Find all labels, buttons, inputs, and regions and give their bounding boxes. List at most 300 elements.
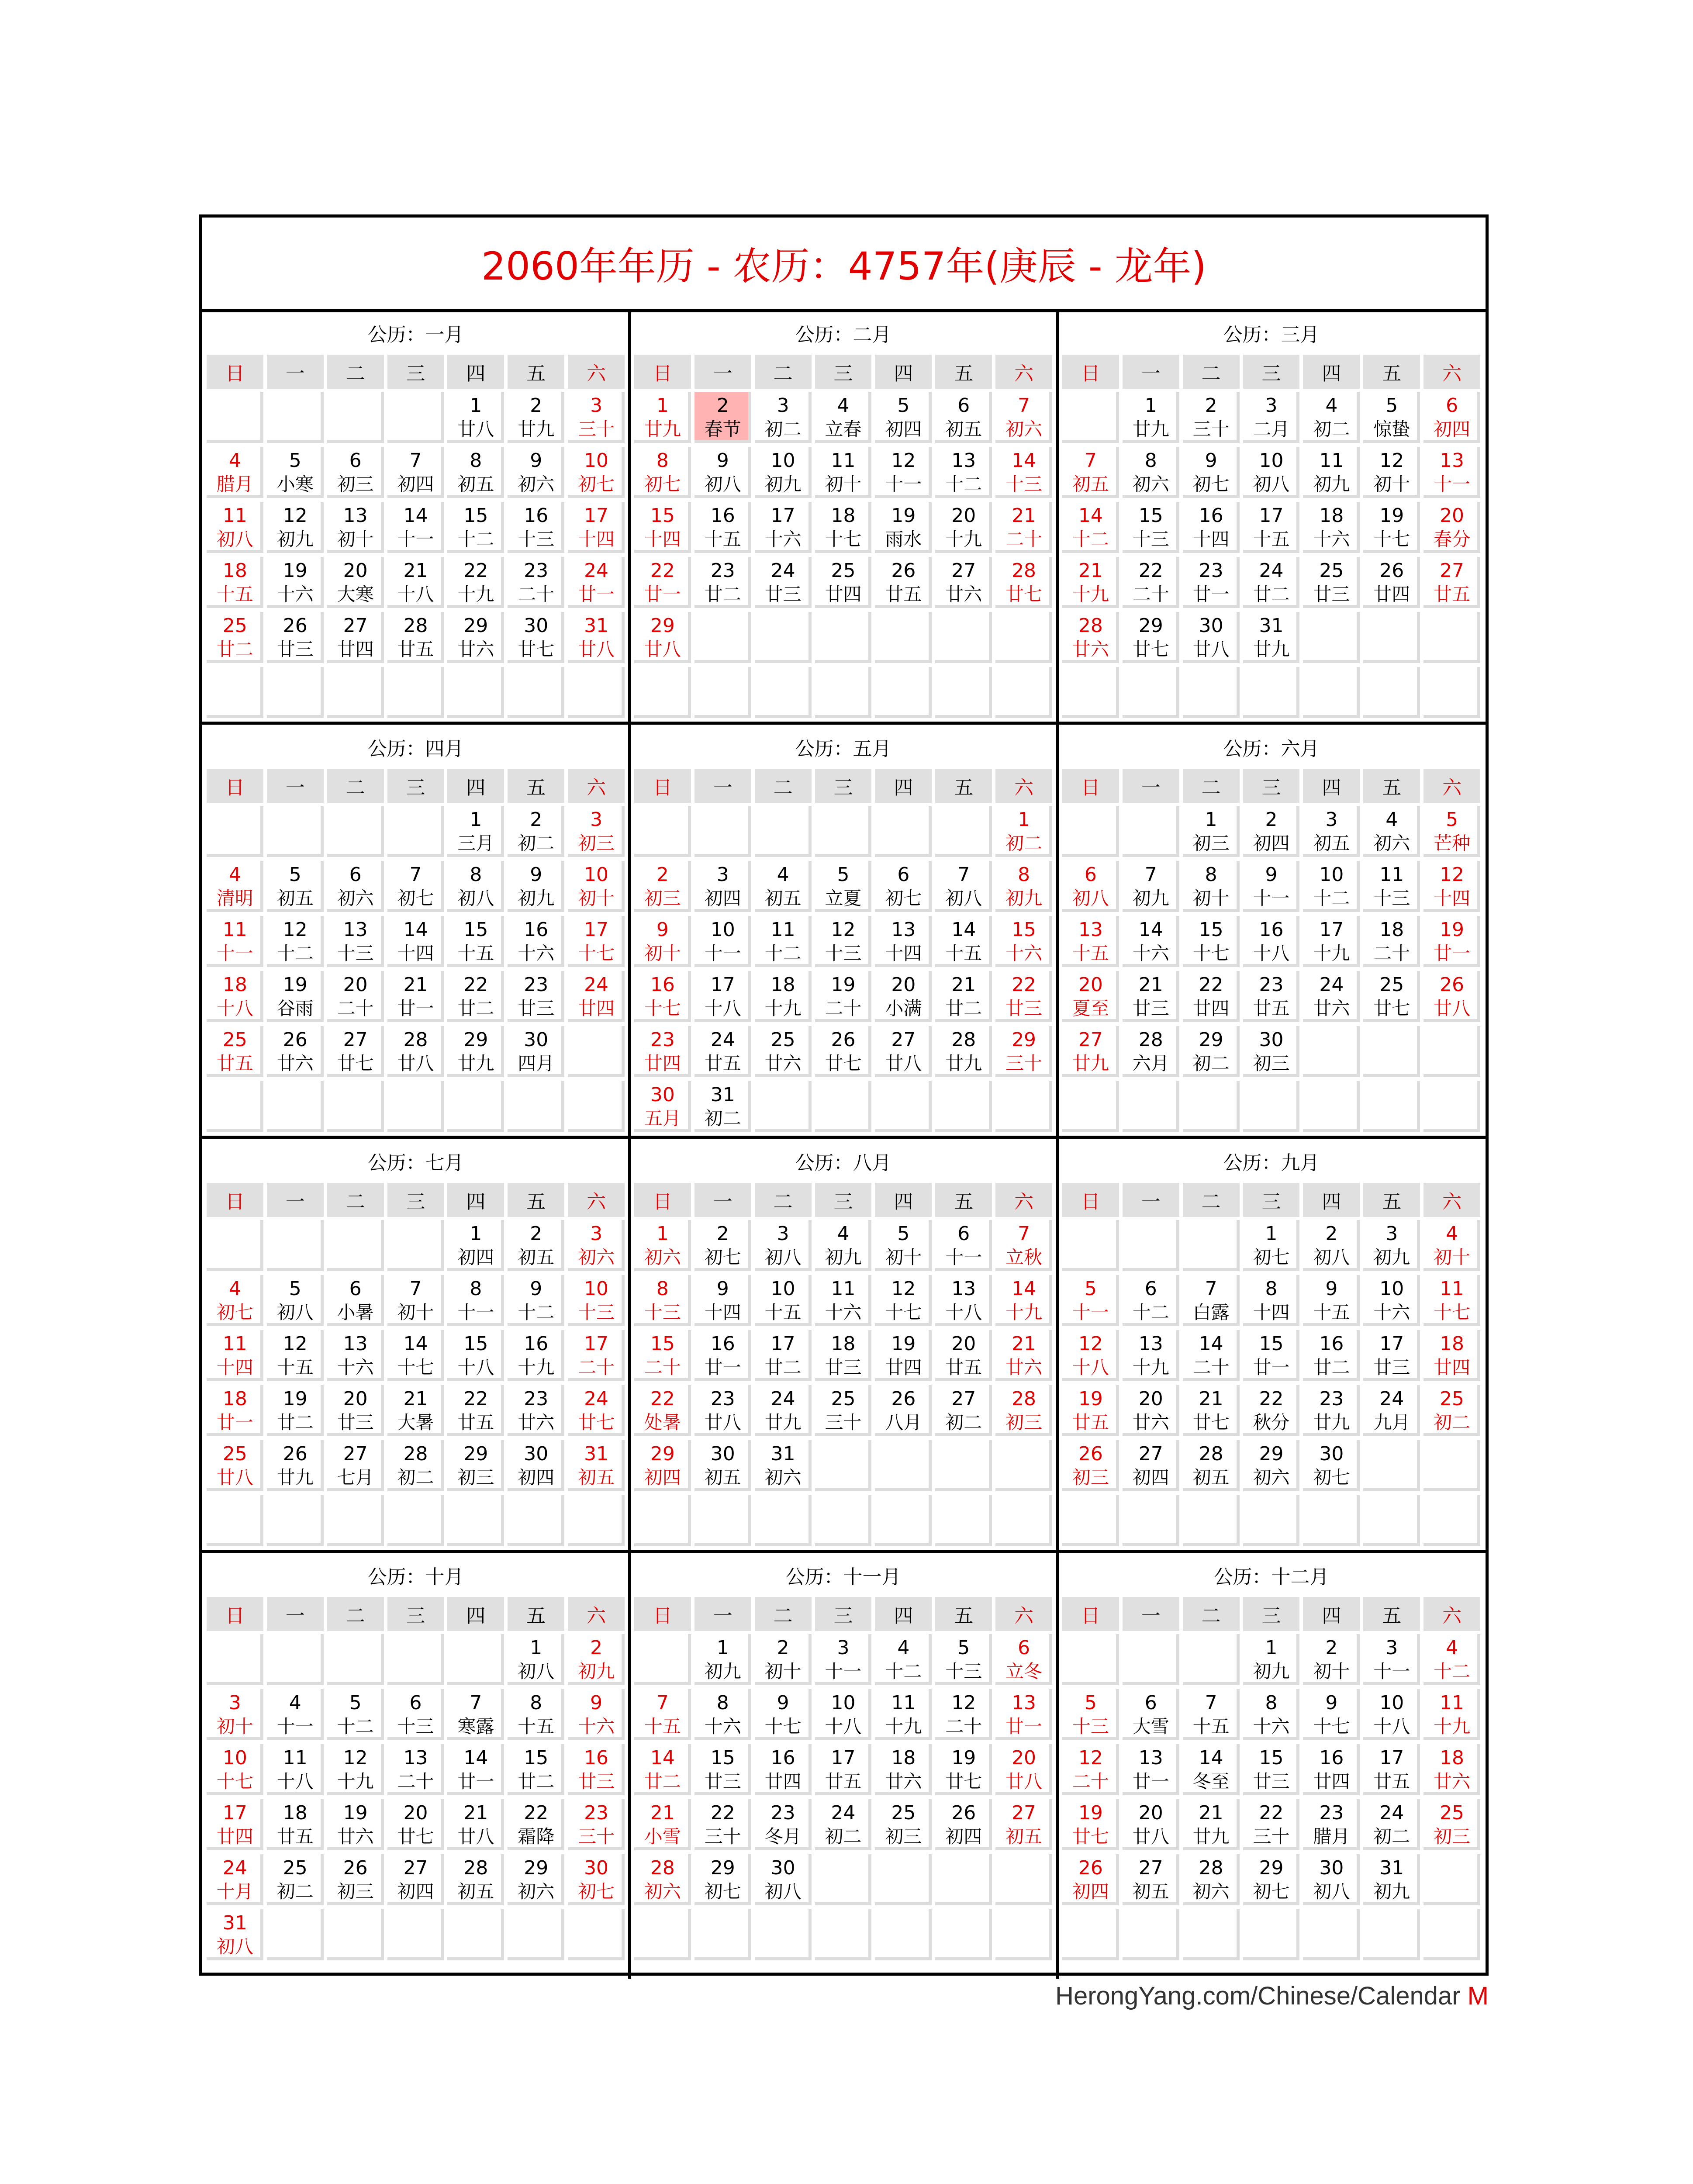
lunar-date: 五月 xyxy=(644,1107,681,1129)
day-number: 20 xyxy=(403,1801,428,1824)
lunar-date: 十三 xyxy=(945,1660,982,1682)
day-cell xyxy=(1424,1330,1480,1381)
lunar-date: 初三 xyxy=(1072,1466,1109,1488)
lunar-date: 十四 xyxy=(644,528,681,550)
day-number: 15 xyxy=(463,504,488,527)
day-number: 22 xyxy=(710,1801,735,1824)
day-cell xyxy=(1303,1799,1360,1850)
lunar-date: 十八 xyxy=(216,997,253,1019)
day-number: 14 xyxy=(1078,504,1103,527)
lunar-date: 腊月 xyxy=(216,473,253,495)
empty-cell xyxy=(1363,1440,1420,1491)
day-number: 16 xyxy=(584,1746,609,1769)
row-separator xyxy=(202,1136,1486,1139)
day-number: 13 xyxy=(1440,449,1465,472)
weekday-label: 二 xyxy=(327,769,384,803)
weekday-label: 三 xyxy=(815,1183,872,1217)
day-number: 14 xyxy=(403,504,428,527)
lunar-date: 十三 xyxy=(1132,528,1169,550)
lunar-date: 廿九 xyxy=(1253,638,1290,660)
day-number: 6 xyxy=(1446,394,1458,417)
day-cell xyxy=(995,1330,1052,1381)
day-number: 25 xyxy=(1319,559,1344,582)
day-cell xyxy=(935,502,992,553)
day-cell xyxy=(267,861,324,912)
day-number: 28 xyxy=(1199,1442,1223,1465)
day-cell xyxy=(1424,1275,1480,1326)
empty-cell xyxy=(207,667,263,718)
lunar-date: 三十 xyxy=(578,418,615,440)
day-number: 15 xyxy=(524,1746,549,1769)
empty-cell xyxy=(875,806,932,857)
weekday-header xyxy=(632,1183,1054,1217)
day-number: 11 xyxy=(891,1691,916,1714)
day-number: 26 xyxy=(283,614,308,637)
day-cell xyxy=(1303,447,1360,498)
day-number: 2 xyxy=(716,1222,729,1245)
day-number: 29 xyxy=(1138,614,1163,637)
lunar-date: 二十 xyxy=(1072,1770,1109,1792)
lunar-date: 初七 xyxy=(1192,473,1230,495)
lunar-date: 廿二 xyxy=(644,1770,681,1792)
lunar-date: 廿九 xyxy=(1072,1052,1109,1074)
day-number: 5 xyxy=(289,1277,301,1300)
day-cell xyxy=(1243,971,1300,1022)
day-number: 4 xyxy=(228,449,241,472)
lunar-date: 十一 xyxy=(945,1246,982,1268)
day-cell xyxy=(755,1744,812,1795)
lunar-date: 二十 xyxy=(945,1715,982,1737)
weekday-label: 三 xyxy=(815,1597,872,1631)
day-cell xyxy=(755,1689,812,1740)
day-number: 4 xyxy=(1385,808,1398,831)
day-number: 28 xyxy=(1078,614,1103,637)
day-cell xyxy=(447,1385,504,1436)
day-number: 10 xyxy=(222,1746,247,1769)
empty-cell xyxy=(1123,806,1179,857)
day-cell xyxy=(1243,392,1300,443)
lunar-date: 初八 xyxy=(704,473,741,495)
lunar-date: 十五 xyxy=(704,528,741,550)
empty-cell xyxy=(1243,1495,1300,1546)
lunar-date: 初三 xyxy=(885,1825,922,1847)
lunar-date: 初二 xyxy=(276,1880,314,1902)
lunar-date: 廿五 xyxy=(1434,583,1471,605)
day-cell xyxy=(875,1634,932,1685)
lunar-date: 十四 xyxy=(1253,1301,1290,1323)
day-number: 7 xyxy=(1018,1222,1030,1245)
day-number: 16 xyxy=(1319,1746,1344,1769)
day-cell xyxy=(694,1744,751,1795)
day-number: 4 xyxy=(1446,1636,1458,1659)
lunar-date: 廿三 xyxy=(1313,583,1350,605)
lunar-date: 立冬 xyxy=(1005,1660,1043,1682)
day-number: 15 xyxy=(710,1746,735,1769)
day-cell xyxy=(634,557,691,608)
lunar-date: 初五 xyxy=(945,418,982,440)
day-cell xyxy=(1243,1026,1300,1077)
weekday-label: 二 xyxy=(1183,355,1240,389)
empty-cell xyxy=(1062,806,1119,857)
weekday-label: 五 xyxy=(935,355,992,389)
day-cell xyxy=(1123,557,1179,608)
day-number: 7 xyxy=(1205,1691,1217,1714)
day-cell xyxy=(755,971,812,1022)
day-cell xyxy=(267,916,324,967)
day-number: 5 xyxy=(1385,394,1398,417)
lunar-date: 廿九 xyxy=(1192,1825,1230,1847)
day-number: 22 xyxy=(463,559,488,582)
weekday-header xyxy=(632,769,1054,803)
day-number: 2 xyxy=(590,1636,603,1659)
day-cell xyxy=(1062,557,1119,608)
lunar-date: 冬至 xyxy=(1192,1770,1230,1792)
day-cell xyxy=(267,1854,324,1905)
lunar-date: 廿七 xyxy=(945,1770,982,1792)
weekday-label: 四 xyxy=(1303,769,1360,803)
day-cell xyxy=(1363,1330,1420,1381)
day-cell xyxy=(815,1634,872,1685)
lunar-date: 霜降 xyxy=(518,1825,555,1847)
day-number: 12 xyxy=(1078,1746,1103,1769)
empty-cell xyxy=(875,667,932,718)
lunar-date: 廿四 xyxy=(885,1356,922,1378)
weekday-label: 日 xyxy=(1062,355,1119,389)
lunar-date: 廿七 xyxy=(1072,1825,1109,1847)
month-block xyxy=(632,1553,1054,1964)
lunar-date: 初五 xyxy=(518,1246,555,1268)
lunar-date: 十八 xyxy=(276,1770,314,1792)
day-number: 7 xyxy=(409,449,422,472)
empty-cell xyxy=(1183,1634,1240,1685)
day-number: 24 xyxy=(1379,1387,1404,1410)
empty-cell xyxy=(387,1909,444,1960)
day-number: 1 xyxy=(470,394,482,417)
day-cell xyxy=(634,1275,691,1326)
day-number: 29 xyxy=(650,614,675,637)
empty-cell xyxy=(327,667,384,718)
lunar-date: 三十 xyxy=(1192,418,1230,440)
day-cell xyxy=(207,971,263,1022)
lunar-date: 初三 xyxy=(578,832,615,854)
day-cell xyxy=(447,806,504,857)
day-number: 21 xyxy=(1012,504,1037,527)
day-number: 17 xyxy=(222,1801,247,1824)
day-number: 10 xyxy=(770,449,795,472)
day-cell xyxy=(207,1689,263,1740)
day-number: 21 xyxy=(403,559,428,582)
lunar-date: 十九 xyxy=(945,528,982,550)
lunar-date: 春节 xyxy=(704,418,741,440)
lunar-date: 廿六 xyxy=(457,638,494,660)
lunar-date: 初八 xyxy=(216,1935,253,1957)
lunar-date: 十六 xyxy=(1253,1715,1290,1737)
day-cell xyxy=(1243,447,1300,498)
day-cell xyxy=(1123,1689,1179,1740)
day-number: 12 xyxy=(951,1691,976,1714)
day-cell xyxy=(755,1634,812,1685)
lunar-date: 九月 xyxy=(1373,1411,1410,1433)
lunar-date: 小寒 xyxy=(276,473,314,495)
empty-cell xyxy=(935,1495,992,1546)
lunar-date: 初六 xyxy=(1253,1466,1290,1488)
weekday-label: 一 xyxy=(267,355,324,389)
lunar-date: 十七 xyxy=(216,1770,253,1792)
day-cell xyxy=(568,557,625,608)
day-cell xyxy=(447,502,504,553)
lunar-date: 廿七 xyxy=(397,1825,434,1847)
lunar-date: 三十 xyxy=(1005,1052,1043,1074)
weekday-label: 日 xyxy=(207,1183,263,1217)
day-number: 22 xyxy=(1138,559,1163,582)
lunar-date: 三十 xyxy=(704,1825,741,1847)
day-number: 12 xyxy=(891,1277,916,1300)
day-number: 23 xyxy=(1259,973,1284,996)
lunar-date: 三十 xyxy=(1253,1825,1290,1847)
day-cell xyxy=(995,1744,1052,1795)
empty-cell xyxy=(508,1081,564,1132)
day-cell xyxy=(1303,502,1360,553)
empty-cell xyxy=(935,1854,992,1905)
day-cell xyxy=(1123,392,1179,443)
lunar-date: 二十 xyxy=(1373,942,1410,964)
day-number: 10 xyxy=(831,1691,856,1714)
day-cell xyxy=(694,916,751,967)
day-cell xyxy=(995,1799,1052,1850)
empty-cell xyxy=(1363,1909,1420,1960)
day-cell xyxy=(568,447,625,498)
lunar-date: 十三 xyxy=(397,1715,434,1737)
day-number: 28 xyxy=(403,1028,428,1051)
day-cell xyxy=(755,392,812,443)
day-number: 2 xyxy=(1325,1636,1338,1659)
day-number: 31 xyxy=(584,1442,609,1465)
lunar-date: 十六 xyxy=(764,528,802,550)
day-number: 29 xyxy=(524,1856,549,1879)
lunar-date: 十九 xyxy=(457,583,494,605)
weekday-header xyxy=(1061,1597,1482,1631)
day-number: 16 xyxy=(524,1332,549,1355)
day-number: 26 xyxy=(283,1442,308,1465)
lunar-date: 十二 xyxy=(457,528,494,550)
lunar-date: 廿九 xyxy=(945,1052,982,1074)
day-number: 19 xyxy=(1379,504,1404,527)
day-cell xyxy=(1303,1385,1360,1436)
day-cell xyxy=(1183,1689,1240,1740)
lunar-date: 廿五 xyxy=(1253,997,1290,1019)
day-number: 5 xyxy=(289,863,301,886)
day-number: 21 xyxy=(403,973,428,996)
lunar-date: 十二 xyxy=(1434,1660,1471,1682)
day-number: 3 xyxy=(716,863,729,886)
weekday-label: 日 xyxy=(634,355,691,389)
lunar-date: 二月 xyxy=(1253,418,1290,440)
day-cell xyxy=(755,1220,812,1271)
day-cell xyxy=(1243,1440,1300,1491)
lunar-date: 十一 xyxy=(397,528,434,550)
day-number: 1 xyxy=(656,394,669,417)
day-number: 16 xyxy=(710,504,735,527)
day-cell xyxy=(508,392,564,443)
day-cell xyxy=(815,1026,872,1077)
lunar-date: 廿六 xyxy=(1072,638,1109,660)
day-cell xyxy=(447,1220,504,1271)
day-number: 21 xyxy=(1012,1332,1037,1355)
day-number: 9 xyxy=(1205,449,1217,472)
empty-cell xyxy=(267,1634,324,1685)
lunar-date: 廿七 xyxy=(518,638,555,660)
empty-cell xyxy=(1363,1026,1420,1077)
lunar-date: 十五 xyxy=(1072,942,1109,964)
lunar-date: 十九 xyxy=(1313,942,1350,964)
weekday-label: 四 xyxy=(1303,1183,1360,1217)
lunar-date: 初八 xyxy=(518,1660,555,1682)
day-cell xyxy=(327,1689,384,1740)
day-number: 18 xyxy=(222,559,247,582)
day-number: 13 xyxy=(951,1277,976,1300)
lunar-date: 初十 xyxy=(644,942,681,964)
day-number: 6 xyxy=(1144,1277,1157,1300)
day-number: 2 xyxy=(1205,394,1217,417)
empty-cell xyxy=(1303,667,1360,718)
empty-cell xyxy=(1243,667,1300,718)
month-title: 公历：七月 xyxy=(367,1152,464,1174)
empty-cell xyxy=(1183,1081,1240,1132)
day-number: 27 xyxy=(951,559,976,582)
month-title: 公历：六月 xyxy=(1223,738,1320,760)
weekday-label: 一 xyxy=(1123,1183,1179,1217)
empty-cell xyxy=(634,1495,691,1546)
lunar-date: 十一 xyxy=(1253,887,1290,909)
lunar-date: 立秋 xyxy=(1005,1246,1043,1268)
empty-cell xyxy=(1424,1081,1480,1132)
day-cell xyxy=(875,971,932,1022)
day-cell xyxy=(634,1330,691,1381)
day-cell xyxy=(447,557,504,608)
day-cell xyxy=(447,447,504,498)
lunar-date: 初三 xyxy=(1253,1052,1290,1074)
day-cell xyxy=(1424,1744,1480,1795)
day-number: 18 xyxy=(1440,1332,1465,1355)
empty-cell xyxy=(447,1634,504,1685)
day-cell xyxy=(1123,1330,1179,1381)
day-cell xyxy=(387,916,444,967)
day-number: 12 xyxy=(283,918,308,941)
day-number: 22 xyxy=(463,1387,488,1410)
empty-cell xyxy=(267,392,324,443)
lunar-date: 初八 xyxy=(1313,1246,1350,1268)
day-number: 9 xyxy=(530,863,542,886)
day-cell xyxy=(387,502,444,553)
day-cell xyxy=(935,1026,992,1077)
day-cell xyxy=(755,1330,812,1381)
day-cell xyxy=(1303,806,1360,857)
month-block xyxy=(205,725,626,1136)
lunar-date: 芒种 xyxy=(1434,832,1471,854)
day-cell xyxy=(634,1385,691,1436)
day-grid xyxy=(205,806,626,1136)
lunar-date: 白露 xyxy=(1192,1301,1230,1323)
day-number: 8 xyxy=(470,863,482,886)
weekday-label: 五 xyxy=(1363,355,1420,389)
lunar-date: 初八 xyxy=(276,1301,314,1323)
lunar-date: 十七 xyxy=(578,942,615,964)
day-cell xyxy=(935,447,992,498)
lunar-date: 立春 xyxy=(825,418,862,440)
lunar-date: 廿一 xyxy=(644,583,681,605)
lunar-date: 初九 xyxy=(764,473,802,495)
day-number: 19 xyxy=(1078,1801,1103,1824)
day-number: 18 xyxy=(1319,504,1344,527)
day-cell xyxy=(1183,971,1240,1022)
lunar-date: 十四 xyxy=(885,942,922,964)
empty-cell xyxy=(1062,1081,1119,1132)
lunar-date: 十五 xyxy=(276,1356,314,1378)
day-number: 19 xyxy=(1078,1387,1103,1410)
lunar-date: 廿五 xyxy=(216,1052,253,1074)
day-number: 22 xyxy=(1012,973,1037,996)
lunar-date: 廿三 xyxy=(825,1356,862,1378)
empty-cell xyxy=(387,1081,444,1132)
day-cell xyxy=(1303,1689,1360,1740)
lunar-date: 廿四 xyxy=(644,1052,681,1074)
weekday-label: 三 xyxy=(387,769,444,803)
empty-cell xyxy=(1363,667,1420,718)
day-number: 11 xyxy=(222,918,247,941)
day-number: 1 xyxy=(656,1222,669,1245)
day-number: 6 xyxy=(957,394,970,417)
day-number: 16 xyxy=(710,1332,735,1355)
day-number: 25 xyxy=(1440,1801,1465,1824)
day-number: 1 xyxy=(470,808,482,831)
day-number: 26 xyxy=(951,1801,976,1824)
day-number: 12 xyxy=(1379,449,1404,472)
day-number: 21 xyxy=(650,1801,675,1824)
month-title: 公历：二月 xyxy=(795,324,891,346)
day-cell xyxy=(1062,502,1119,553)
day-cell xyxy=(815,861,872,912)
day-cell xyxy=(1424,1385,1480,1436)
lunar-date: 初八 xyxy=(764,1246,802,1268)
lunar-date: 廿二 xyxy=(518,1770,555,1792)
empty-cell xyxy=(815,1440,872,1491)
empty-cell xyxy=(1424,1495,1480,1546)
day-cell xyxy=(508,1744,564,1795)
day-cell xyxy=(1062,1330,1119,1381)
day-cell xyxy=(1424,557,1480,608)
lunar-date: 十一 xyxy=(825,1660,862,1682)
month-block xyxy=(632,725,1054,1136)
day-cell xyxy=(508,1385,564,1436)
lunar-date: 廿四 xyxy=(1434,1356,1471,1378)
day-number: 10 xyxy=(1259,449,1284,472)
empty-cell xyxy=(387,1495,444,1546)
day-cell xyxy=(508,1440,564,1491)
day-cell xyxy=(267,1026,324,1077)
empty-cell xyxy=(935,1909,992,1960)
day-number: 14 xyxy=(1199,1332,1223,1355)
lunar-date: 十五 xyxy=(945,942,982,964)
day-cell xyxy=(207,916,263,967)
day-cell xyxy=(387,1689,444,1740)
day-cell xyxy=(1424,1634,1480,1685)
day-cell xyxy=(1363,1385,1420,1436)
lunar-date: 二十 xyxy=(518,583,555,605)
day-cell xyxy=(634,916,691,967)
weekday-label: 一 xyxy=(1123,1597,1179,1631)
day-cell xyxy=(327,1275,384,1326)
weekday-label: 一 xyxy=(694,1183,751,1217)
